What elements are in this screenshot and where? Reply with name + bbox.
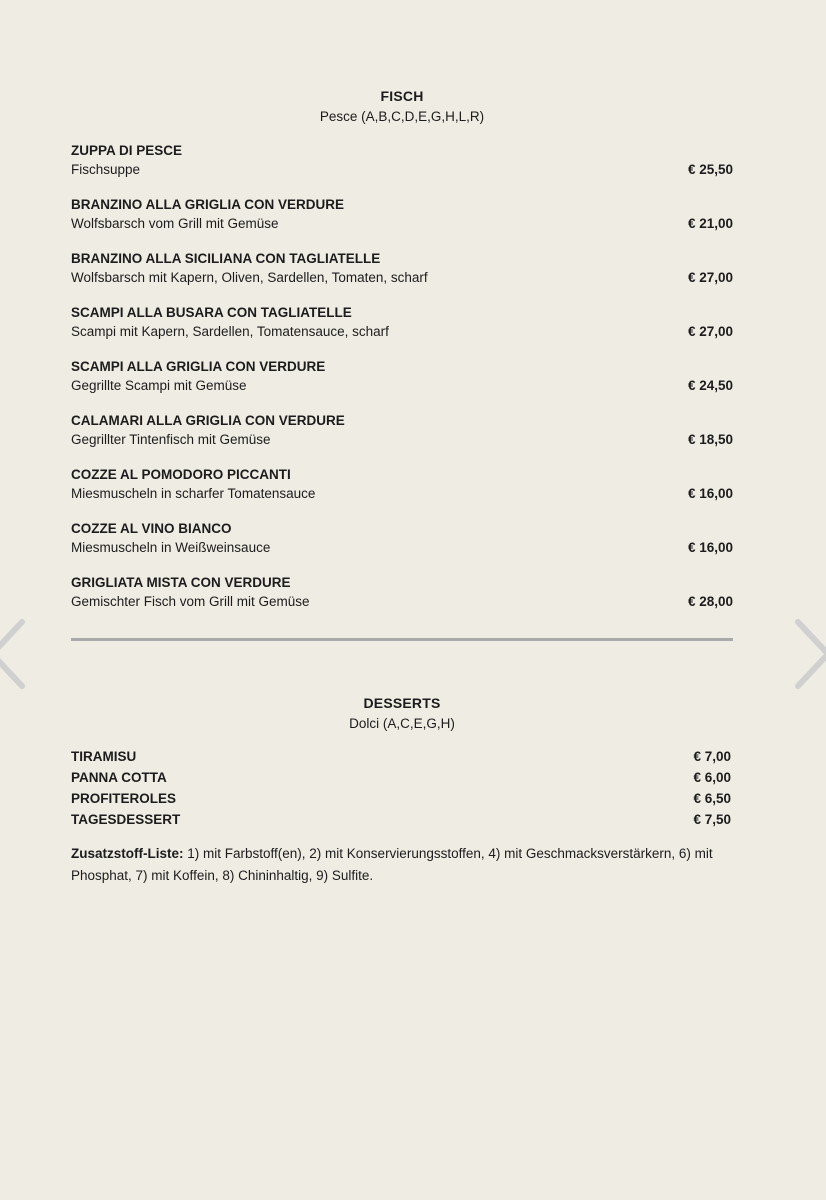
dish-name: GRIGLIATA MISTA CON VERDURE (71, 575, 291, 590)
dish-item (71, 249, 733, 303)
dish-price: € 16,00 (687, 540, 733, 555)
dessert-name: TAGESDESSERT (71, 812, 181, 827)
dish-price: € 21,00 (687, 216, 733, 231)
dish-description: Gegrillter Tintenfisch mit Gemüse (71, 432, 271, 447)
dessert-price: € 6,00 (693, 770, 731, 785)
chevron-left-icon (0, 612, 30, 696)
dish-description: Fischsuppe (71, 162, 141, 177)
additives-note (71, 843, 733, 887)
dish-name: ZUPPA DI PESCE (71, 143, 183, 158)
dish-item (71, 141, 733, 195)
prev-page-button[interactable] (0, 612, 30, 696)
dish-price: € 16,00 (687, 486, 733, 501)
dish-price: € 18,50 (687, 432, 733, 447)
desserts-subtitle: Dolci (A,C,E,G,H) (349, 716, 455, 731)
fisch-title: FISCH (380, 88, 424, 104)
dish-item (71, 519, 733, 573)
dessert-price: € 6,50 (693, 791, 731, 806)
dish-price: € 27,00 (687, 324, 733, 339)
dish-description: Wolfsbarsch mit Kapern, Oliven, Sardellen, Tomaten, scharf (71, 270, 428, 285)
dish-description: Scampi mit Kapern, Sardellen, Tomatensauce, scharf (71, 324, 389, 339)
dish-name: SCAMPI ALLA GRIGLIA CON VERDURE (71, 359, 326, 374)
dish-price: € 25,50 (687, 162, 733, 177)
dish-item (71, 465, 733, 519)
dish-description: Wolfsbarsch vom Grill mit Gemüse (71, 216, 279, 231)
dish-name: CALAMARI ALLA GRIGLIA CON VERDURE (71, 413, 345, 428)
fisch-list (71, 141, 733, 627)
dish-item (71, 303, 733, 357)
section-divider (71, 638, 733, 641)
dish-item (71, 573, 733, 627)
dish-item (71, 195, 733, 249)
dish-name: COZZE AL VINO BIANCO (71, 521, 232, 536)
additives-label: Zusatzstoff-Liste: (71, 846, 184, 861)
dessert-price: € 7,50 (693, 812, 731, 827)
dessert-item (71, 768, 733, 789)
dessert-item (71, 747, 733, 768)
dessert-list (71, 747, 733, 831)
dish-item (71, 357, 733, 411)
dish-price: € 28,00 (687, 594, 733, 609)
chevron-right-icon (790, 612, 826, 696)
dessert-item (71, 810, 733, 831)
additives-text: 1) mit Farbstoff(en), 2) mit Konservierungsstoffen, 4) mit Geschmacksverstärkern, 6) mit Phosphat, 7) mit Koffein, 8) Chininhaltig, 9) Sulfite. (71, 846, 713, 883)
dish-price: € 24,50 (687, 378, 733, 393)
dish-description: Miesmuscheln in scharfer Tomatensauce (71, 486, 316, 501)
dish-name: BRANZINO ALLA GRIGLIA CON VERDURE (71, 197, 344, 212)
dish-description: Gegrillte Scampi mit Gemüse (71, 378, 247, 393)
desserts-title: DESSERTS (363, 695, 441, 711)
desserts-section-header (71, 695, 733, 731)
dish-name: COZZE AL POMODORO PICCANTI (71, 467, 291, 482)
dish-description: Gemischter Fisch vom Grill mit Gemüse (71, 594, 310, 609)
dish-item (71, 411, 733, 465)
dish-description: Miesmuscheln in Weißweinsauce (71, 540, 271, 555)
fisch-section-header (71, 88, 733, 124)
dessert-name: TIRAMISU (71, 749, 137, 764)
dish-name: BRANZINO ALLA SICILIANA CON TAGLIATELLE (71, 251, 381, 266)
dish-name: SCAMPI ALLA BUSARA CON TAGLIATELLE (71, 305, 352, 320)
dessert-price: € 7,00 (693, 749, 731, 764)
dessert-item (71, 789, 733, 810)
dish-price: € 27,00 (687, 270, 733, 285)
dessert-name: PANNA COTTA (71, 770, 167, 785)
dessert-name: PROFITEROLES (71, 791, 177, 806)
fisch-subtitle: Pesce (A,B,C,D,E,G,H,L,R) (319, 109, 485, 124)
next-page-button[interactable] (790, 612, 826, 696)
